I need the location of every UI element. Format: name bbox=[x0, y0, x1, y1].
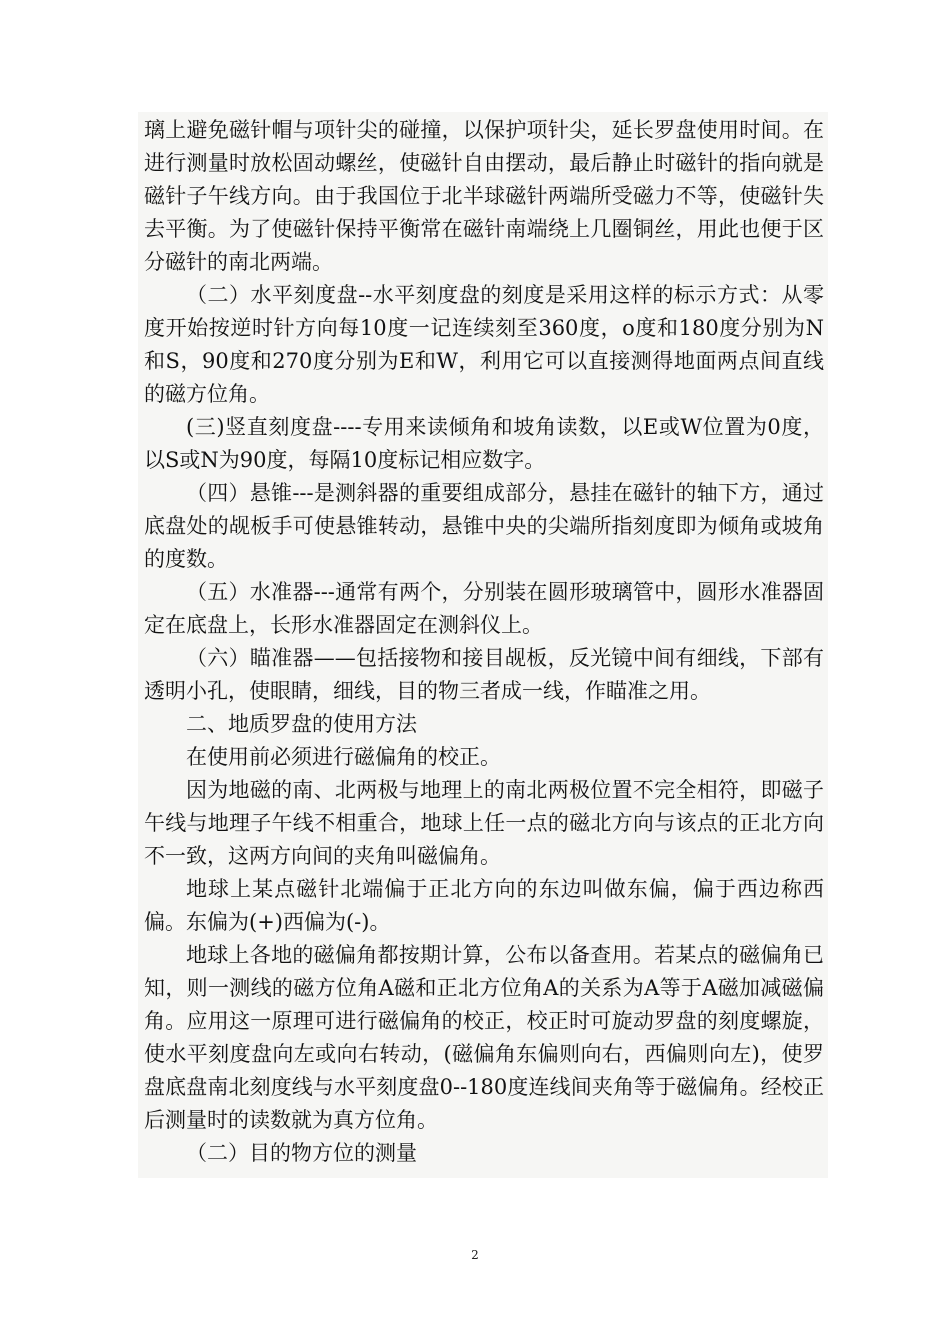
paragraph-level: （五）水准器---通常有两个，分别装在圆形玻璃管中，圆形水准器固定在底盘上，长形水准器固定在测斜仪上。 bbox=[144, 580, 824, 637]
subsection-heading-azimuth: （二）目的物方位的测量 bbox=[186, 1141, 417, 1165]
paragraph-continuation: 璃上避免磁针帽与项针尖的碰撞，以保护项针尖，延长罗盘使用时间。在进行测量时放松固动螺丝，使磁针自由摆动，最后静止时磁针的指向就是磁针子午线方向。由于我国位于北半球磁针两端所受磁力不等，使磁针失去平衡。为了使磁针保持平衡常在磁针南端绕上几圈铜丝，用此也便于区分磁针的南北两端。 bbox=[144, 118, 824, 274]
section-heading-usage: 二、地质罗盘的使用方法 bbox=[186, 712, 417, 736]
paragraph-horizontal-dial: （二）水平刻度盘--水平刻度盘的刻度是采用这样的标示方式：从零度开始按逆时针方向每10度一记连续刻至360度，o度和180度分别为N和S，90度和270度分别为E和W，利用它可以直接测得地面两点间直线的磁方位角。 bbox=[144, 283, 824, 406]
page-number: 2 bbox=[471, 1248, 479, 1262]
paragraph-vertical-dial: (三)竖直刻度盘----专用来读倾角和坡角读数，以E或W位置为0度，以S或N为90度，每隔10度标记相应数字。 bbox=[144, 415, 824, 472]
paragraph-east-west-deviation: 地球上某点磁针北端偏于正北方向的东边叫做东偏，偏于西边称西偏。东偏为(+)西偏为(-)。 bbox=[144, 877, 824, 934]
paragraph-declination-definition: 因为地磁的南、北两极与地理上的南北两极位置不完全相符，即磁子午线与地理子午线不相重合，地球上任一点的磁北方向与该点的正北方向不一致，这两方向间的夹角叫磁偏角。 bbox=[144, 778, 824, 868]
document-body bbox=[138, 112, 828, 1178]
paragraph-calibration-method: 地球上各地的磁偏角都按期计算，公布以备查用。若某点的磁偏角已知，则一测线的磁方位角A磁和正北方位角A的关系为A等于A磁加减磁偏角。应用这一原理可进行磁偏角的校正，校正时可旋动罗盘的刻度螺旋，使水平刻度盘向左或向右转动，(磁偏角东偏则向右，西偏则向左)，使罗盘底盘南北刻度线与水平刻度盘0--180度连线间夹角等于磁偏角。经校正后测量时的读数就为真方位角。 bbox=[144, 943, 824, 1132]
paragraph-calibration-intro: 在使用前必须进行磁偏角的校正。 bbox=[186, 745, 501, 769]
paragraph-sight: （六）瞄准器——包括接物和接目觇板，反光镜中间有细线，下部有透明小孔，使眼睛，细线，目的物三者成一线，作瞄准之用。 bbox=[144, 646, 824, 703]
paragraph-pendulum: （四）悬锥---是测斜器的重要组成部分，悬挂在磁针的轴下方，通过底盘处的觇板手可使悬锥转动，悬锥中央的尖端所指刻度即为倾角或坡角的度数。 bbox=[144, 481, 824, 571]
